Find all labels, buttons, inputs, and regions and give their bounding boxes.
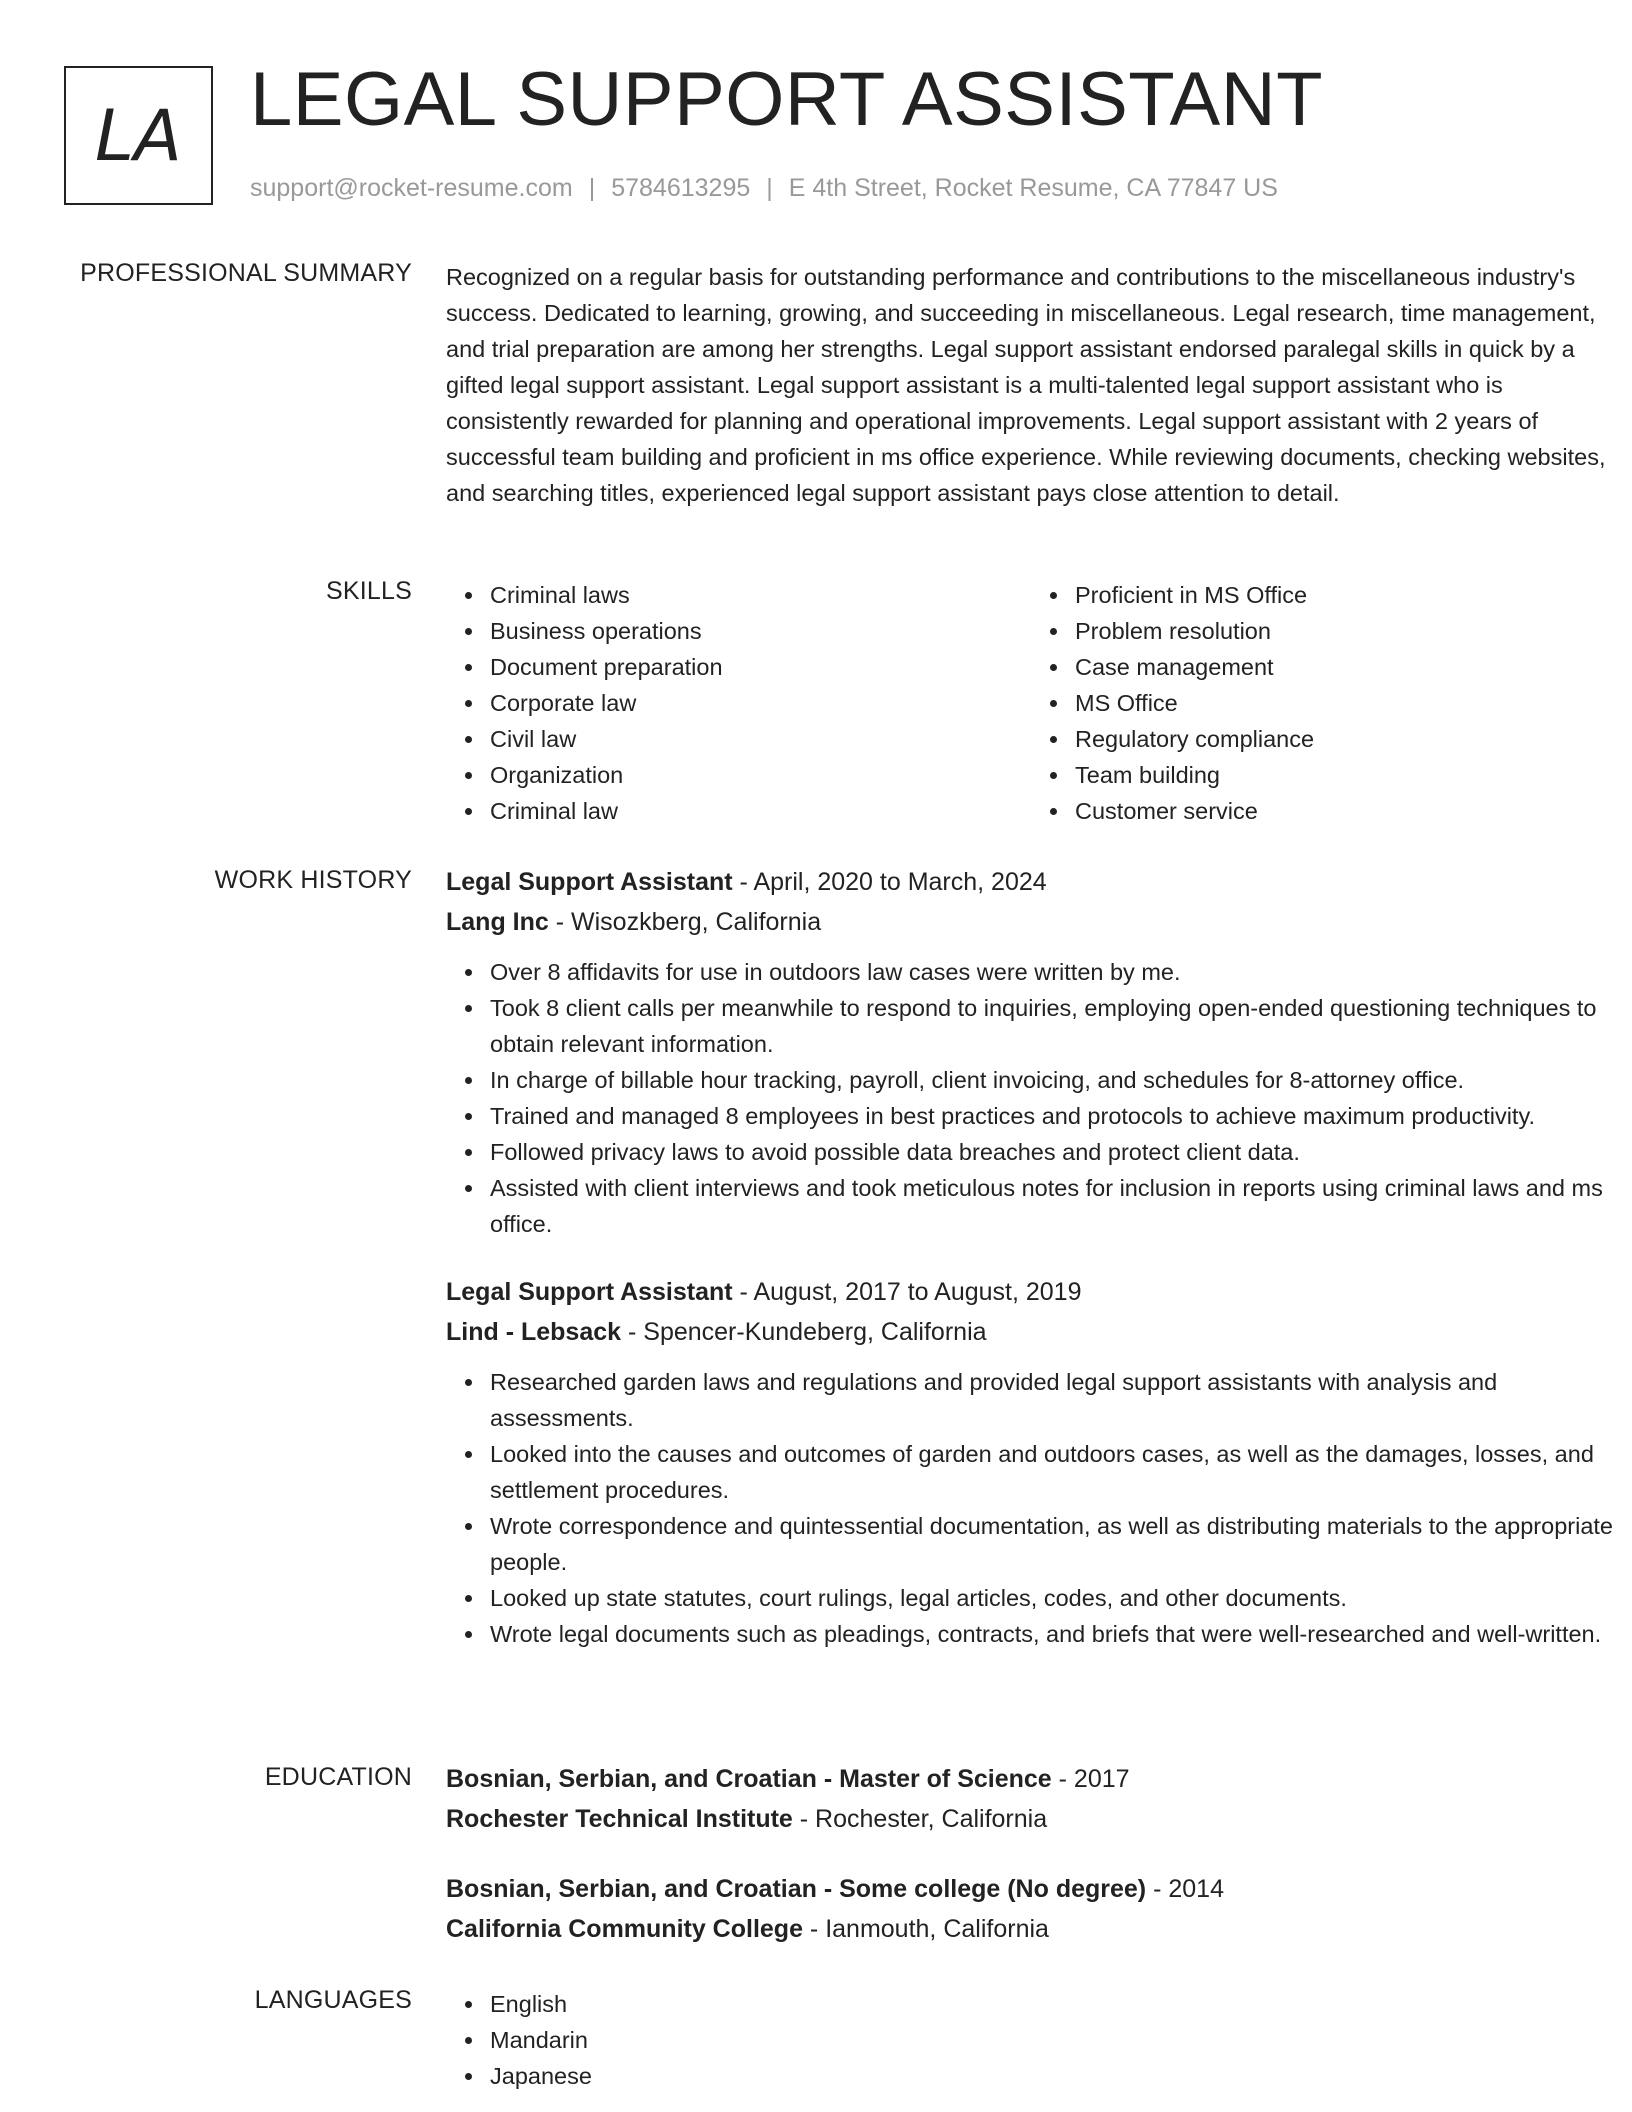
- language-item: English: [490, 1986, 1616, 2022]
- job-company-line: [446, 1312, 1616, 1352]
- education-school-line: [446, 1799, 1616, 1839]
- skills-column-left: [446, 577, 1031, 829]
- education-year: - 2017: [1051, 1765, 1130, 1793]
- job-duty: Looked up state statutes, court rulings, legal articles, codes, and other documents.: [490, 1580, 1616, 1616]
- job-title-line: [446, 1272, 1616, 1312]
- languages-list: [446, 1986, 1616, 2094]
- job-duty: Looked into the causes and outcomes of garden and outdoors cases, as well as the damages, losses, and settlement procedures.: [490, 1436, 1616, 1508]
- job-entry: [446, 1272, 1616, 1652]
- skill-item: Customer service: [1075, 793, 1616, 829]
- skill-item: Organization: [490, 757, 1031, 793]
- summary-label: PROFESSIONAL SUMMARY: [80, 259, 412, 287]
- contact-address: E 4th Street, Rocket Resume, CA 77847 US: [788, 174, 1278, 202]
- job-company-line: [446, 902, 1616, 942]
- job-location: - Spencer-Kundeberg, California: [621, 1318, 987, 1346]
- job-company: Lang Inc: [446, 908, 549, 936]
- education-degree: Bosnian, Serbian, and Croatian - Master of Science: [446, 1765, 1052, 1793]
- skill-item: Criminal law: [490, 793, 1031, 829]
- job-location: - Wisozkberg, California: [548, 908, 822, 936]
- job-duty: Trained and managed 8 employees in best practices and protocols to achieve maximum productivity.: [490, 1098, 1616, 1134]
- skill-item: Problem resolution: [1075, 613, 1616, 649]
- summary-text: Recognized on a regular basis for outstanding performance and contributions to the miscellaneous industry's success. Dedicated to learning, growing, and succeeding in miscellaneous. Legal research, time management, and trial preparation are among her strengths. Legal support assistant endorsed paralegal skills in quick by a gifted legal support assistant. Legal support assistant is a multi-talented legal support assistant who is consistently rewarded for planning and operational improvements. Legal support assistant with 2 years of successful team building and proficient in ms office experience. While reviewing documents, checking websites, and searching titles, experienced legal support assistant pays close attention to detail.: [446, 264, 1606, 506]
- education-location: - Ianmouth, California: [802, 1915, 1049, 1943]
- monogram-badge: LA: [64, 66, 213, 205]
- job-duty: Assisted with client interviews and took meticulous notes for inclusion in reports using criminal laws and ms office.: [490, 1170, 1616, 1242]
- education-year: - 2014: [1146, 1875, 1224, 1903]
- languages-label: LANGUAGES: [254, 1986, 412, 2014]
- education-school: California Community College: [446, 1915, 803, 1943]
- skills-column-right: [1031, 577, 1616, 829]
- education-school-line: [446, 1909, 1616, 1949]
- job-duty: Took 8 client calls per meanwhile to respond to inquiries, employing open-ended questioning techniques to obtain relevant information.: [490, 990, 1616, 1062]
- job-duty: Followed privacy laws to avoid possible data breaches and protect client data.: [490, 1134, 1616, 1170]
- job-duty: Wrote correspondence and quintessential documentation, as well as distributing materials to the appropriate people.: [490, 1508, 1616, 1580]
- job-dates: - August, 2017 to August, 2019: [732, 1278, 1082, 1306]
- contact-separator: |: [766, 174, 773, 202]
- job-duties-list: [446, 954, 1616, 1242]
- skill-item: Criminal laws: [490, 577, 1031, 613]
- skill-item: Case management: [1075, 649, 1616, 685]
- job-duty: In charge of billable hour tracking, payroll, client invoicing, and schedules for 8-attorney office.: [490, 1062, 1616, 1098]
- skill-item: Civil law: [490, 721, 1031, 757]
- job-duty: Wrote legal documents such as pleadings, contracts, and briefs that were well-researched and well-written.: [490, 1616, 1616, 1652]
- education-school: Rochester Technical Institute: [446, 1805, 793, 1833]
- education-entry: [446, 1869, 1616, 1949]
- skill-item: Document preparation: [490, 649, 1031, 685]
- job-company: Lind - Lebsack: [446, 1318, 622, 1346]
- resume-title: LEGAL SUPPORT ASSISTANT: [250, 57, 1324, 142]
- contact-email[interactable]: support@rocket-resume.com: [250, 174, 573, 202]
- job-title: Legal Support Assistant: [446, 868, 733, 896]
- education-location: - Rochester, California: [792, 1805, 1048, 1833]
- work-history-label: WORK HISTORY: [214, 866, 412, 894]
- job-duty: Over 8 affidavits for use in outdoors law cases were written by me.: [490, 954, 1616, 990]
- skill-item: Business operations: [490, 613, 1031, 649]
- education-label: EDUCATION: [264, 1763, 412, 1791]
- job-title-line: [446, 862, 1616, 902]
- job-duty: Researched garden laws and regulations and provided legal support assistants with analysis and assessments.: [490, 1364, 1616, 1436]
- contact-phone[interactable]: 5784613295: [611, 174, 751, 202]
- contact-line: [250, 174, 1278, 203]
- education-degree-line: [446, 1759, 1616, 1799]
- contact-separator: |: [588, 174, 596, 202]
- job-title: Legal Support Assistant: [446, 1278, 733, 1306]
- skill-item: Proficient in MS Office: [1075, 577, 1616, 613]
- job-dates: - April, 2020 to March, 2024: [732, 868, 1047, 896]
- education-entry: [446, 1759, 1616, 1839]
- skill-item: Regulatory compliance: [1075, 721, 1616, 757]
- education-degree: Bosnian, Serbian, and Croatian - Some college (No degree): [446, 1875, 1147, 1903]
- job-duties-list: [446, 1364, 1616, 1652]
- skill-item: Team building: [1075, 757, 1616, 793]
- language-item: Japanese: [490, 2058, 1616, 2094]
- skill-item: Corporate law: [490, 685, 1031, 721]
- skills-label: SKILLS: [326, 577, 412, 605]
- resume-header: [64, 57, 1568, 214]
- language-item: Mandarin: [490, 2022, 1616, 2058]
- job-entry: [446, 862, 1616, 1242]
- education-degree-line: [446, 1869, 1616, 1909]
- skill-item: MS Office: [1075, 685, 1616, 721]
